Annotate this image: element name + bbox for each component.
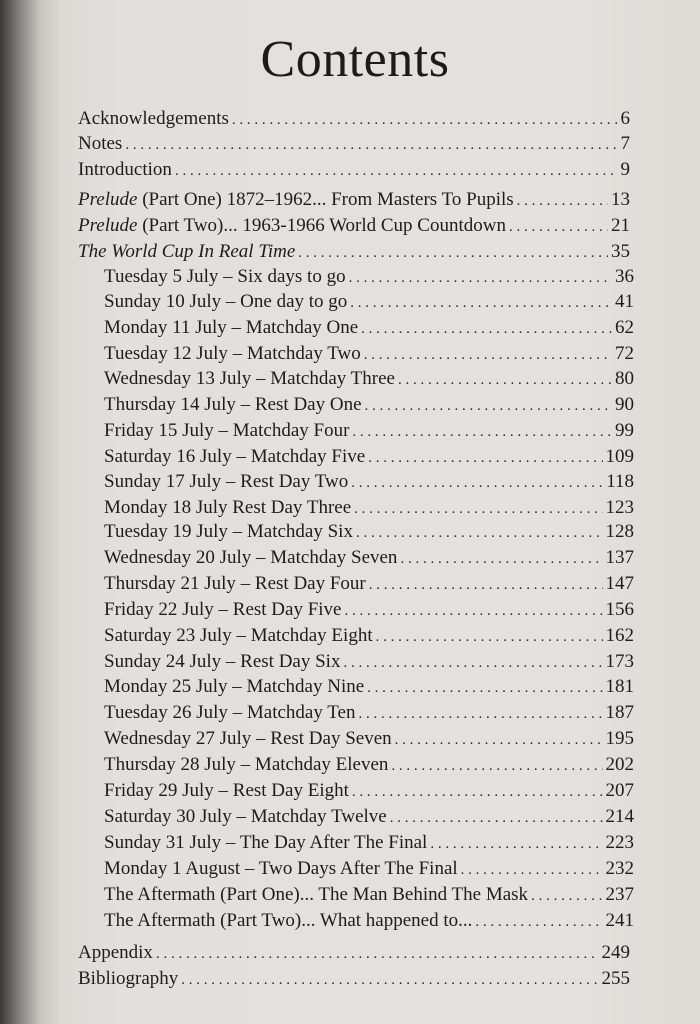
toc-entry [104,394,634,417]
dot-leader [356,522,603,544]
toc-entry [78,968,630,991]
toc-entry [104,910,634,933]
toc-entry-title [104,780,349,802]
toc-page-number: 214 [605,806,634,827]
toc-entry-label: Tuesday 26 July – Matchday Ten [104,702,356,723]
toc-page-number: 173 [605,651,634,672]
dot-leader [350,292,612,314]
toc-page-number: 13 [611,189,630,210]
toc-entry-label: Wednesday 20 July – Matchday Seven [104,547,398,568]
toc-page-number: 237 [605,884,634,905]
toc-page-number: 137 [605,547,634,568]
toc-entry [104,858,634,881]
dot-leader [398,369,612,391]
toc-entry-label: Monday 18 July Rest Day Three [104,497,352,518]
toc-entry-label: Thursday 14 July – Rest Day One [104,394,362,415]
toc-entry-label: Monday 25 July – Matchday Nine [104,676,365,697]
toc-entry-label: Saturday 16 July – Matchday Five [104,446,366,467]
toc-entry-title [78,215,506,237]
toc-entry-title [104,420,349,442]
toc-page-number: 99 [615,420,634,441]
dot-leader [358,703,602,725]
dot-leader [298,242,608,264]
toc-entry-title [104,599,342,621]
toc-entry [78,133,630,156]
toc-entry [78,108,630,131]
toc-entry-title [78,159,172,181]
dot-leader [365,395,612,417]
toc-page-number: 202 [605,754,634,775]
toc-entry [104,728,634,751]
dot-leader [349,267,612,289]
toc-entry-title [104,343,361,365]
toc-entry-title [104,547,397,569]
toc-entry-title [104,394,362,416]
toc-entry-title [104,446,365,468]
toc-entry [78,189,630,212]
toc-page-number: 21 [611,215,630,236]
toc-entry-label: Sunday 17 July – Rest Day Two [104,471,349,492]
toc-page-number: 36 [615,266,634,287]
toc-page-number: 128 [605,521,634,542]
toc-entry-label: Sunday 31 July – The Day After The Final [104,832,428,853]
toc-entry [104,573,634,596]
toc-entry-label: Sunday 24 July – Rest Day Six [104,651,341,672]
toc-entry-title [78,108,229,130]
toc-entry-title [104,497,351,519]
toc-entry-title [104,676,364,698]
toc-entry-label: Tuesday 19 July – Matchday Six [104,521,353,542]
toc-entry-label: (Part One) 1872–1962... From Masters To Pupils [137,189,514,210]
toc-entry-title [104,266,346,288]
toc-entry-label: Thursday 28 July – Matchday Eleven [104,754,389,775]
toc-entry-label: Thursday 21 July – Rest Day Four [104,573,366,594]
toc-entry-title [104,728,392,750]
dot-leader [352,781,603,803]
toc-entry [104,832,634,855]
toc-entry [104,780,634,803]
toc-entry [104,702,634,725]
toc-entry-label: Friday 22 July – Rest Day Five [104,599,342,620]
dot-leader [391,755,602,777]
toc-page-number: 181 [605,676,634,697]
dot-leader [517,190,608,212]
toc-entry-label: Monday 1 August – Two Days After The Final [104,858,458,879]
dot-leader [361,318,612,340]
toc-entry-label: Wednesday 27 July – Rest Day Seven [104,728,392,749]
toc-entry [78,241,630,264]
toc-entry [104,651,634,674]
toc-entry [104,471,634,494]
dot-leader [400,548,602,570]
toc-entry [104,547,634,570]
toc-page-number: 80 [615,368,634,389]
toc-entry-label: Introduction [78,159,172,180]
toc-entry-title [104,625,373,647]
dot-leader [509,216,608,238]
toc-entry-title [104,806,387,828]
toc-entry-title [104,291,347,313]
toc-entry-title [104,317,358,339]
toc-entry-label: Wednesday 13 July – Matchday Three [104,368,395,389]
toc-entry-title [104,884,528,906]
toc-page-number: 147 [605,573,634,594]
toc-entry-label: Saturday 30 July – Matchday Twelve [104,806,387,827]
toc-page-number: 7 [620,133,630,154]
toc-entry-label: Bibliography [78,968,179,989]
dot-leader [181,969,598,991]
dot-leader [376,626,603,648]
toc-entry [104,446,634,469]
toc-page-number: 156 [605,599,634,620]
toc-page-number: 62 [615,317,634,338]
toc-page-number: 255 [601,968,630,989]
dot-leader [345,600,603,622]
toc-page-number: 187 [605,702,634,723]
dot-leader [390,807,603,829]
page-title: Contents [260,31,450,88]
toc-page-number: 109 [605,446,634,467]
toc-entry [104,368,634,391]
toc-entry-label: The Aftermath (Part Two)... What happened to... [104,910,473,931]
toc-page-number: 90 [615,394,634,415]
dot-leader [156,943,599,965]
toc-entry-label: Saturday 23 July – Matchday Eight [104,625,373,646]
toc-entry-title [78,241,295,263]
toc-page-number: 123 [605,497,634,518]
toc-page-number: 223 [605,832,634,853]
toc-entry-title [104,754,388,776]
toc-entry [104,497,634,520]
toc-entry [78,159,630,182]
dot-leader [352,421,612,443]
toc-entry [104,343,634,366]
toc-page-number: 232 [605,858,634,879]
toc-entry-label: Tuesday 5 July – Six days to go [104,266,346,287]
toc-page-number: 9 [620,159,630,180]
toc-entry-label: Friday 15 July – Matchday Four [104,420,350,441]
toc-page-number: 72 [615,343,634,364]
dot-leader [367,677,602,699]
toc-entry-title [78,968,178,990]
toc-entry-label: Monday 11 July – Matchday One [104,317,359,338]
toc-entry-title [104,651,340,673]
toc-entry [104,754,634,777]
toc-entry [104,625,634,648]
toc-entry-title [78,942,153,964]
dot-leader [343,652,602,674]
dot-leader [369,574,603,596]
toc-entry-title [104,471,348,493]
toc-entry [104,806,634,829]
dot-leader [395,729,603,751]
toc-page-number: 35 [611,241,630,262]
dot-leader [531,885,602,907]
toc-page-number: 195 [605,728,634,749]
toc-entry-title [78,133,122,155]
toc-page-number: 249 [601,942,630,963]
toc-entry-title [104,702,355,724]
toc-entry [104,266,634,289]
toc-entry-title [104,573,366,595]
dot-leader [125,134,617,156]
toc-entry-label: Notes [78,133,123,154]
dot-leader [354,498,602,520]
dot-leader [175,160,618,182]
toc-entry [104,317,634,340]
toc-entry-label: Tuesday 12 July – Matchday Two [104,343,361,364]
toc-entry-label: Friday 29 July – Rest Day Eight [104,780,349,801]
toc-entry [104,521,634,544]
toc-entry-label: Appendix [78,942,153,963]
toc-page-number: 118 [606,471,634,492]
dot-leader [475,911,602,933]
toc-page-number: 41 [615,291,634,312]
toc-entry [104,291,634,314]
dot-leader [368,447,602,469]
dot-leader [351,472,603,494]
toc-entry [104,676,634,699]
toc-page-number: 6 [620,108,630,129]
toc-entry-title [104,521,353,543]
toc-page-number: 241 [605,910,634,931]
dot-leader [232,109,618,131]
toc-entry-label: Acknowledgements [78,108,229,129]
toc-entry-title [104,858,458,880]
toc-entry-italic-title: The World Cup In Real Time [78,241,296,262]
dot-leader [461,859,603,881]
toc-entry-label: (Part Two)... 1963-1966 World Cup Countdown [137,215,506,236]
toc-entry-title [104,910,472,932]
toc-entry [104,599,634,622]
toc-entry [78,942,630,965]
toc-entry-label: The Aftermath (Part One)... The Man Behind The Mask [104,884,529,905]
dot-leader [364,344,612,366]
toc-entry [104,884,634,907]
toc-entry-label: Sunday 10 July – One day to go [104,291,348,312]
dot-leader [430,833,602,855]
toc-entry-title [104,832,427,854]
toc-entry [78,215,630,238]
toc-entry-italic-title: Prelude [78,189,138,210]
toc-entry-title [104,368,395,390]
toc-entry [104,420,634,443]
toc-entry-title [78,189,514,211]
toc-entry-italic-title: Prelude [78,215,138,236]
toc-page-number: 162 [605,625,634,646]
toc-page-number: 207 [605,780,634,801]
